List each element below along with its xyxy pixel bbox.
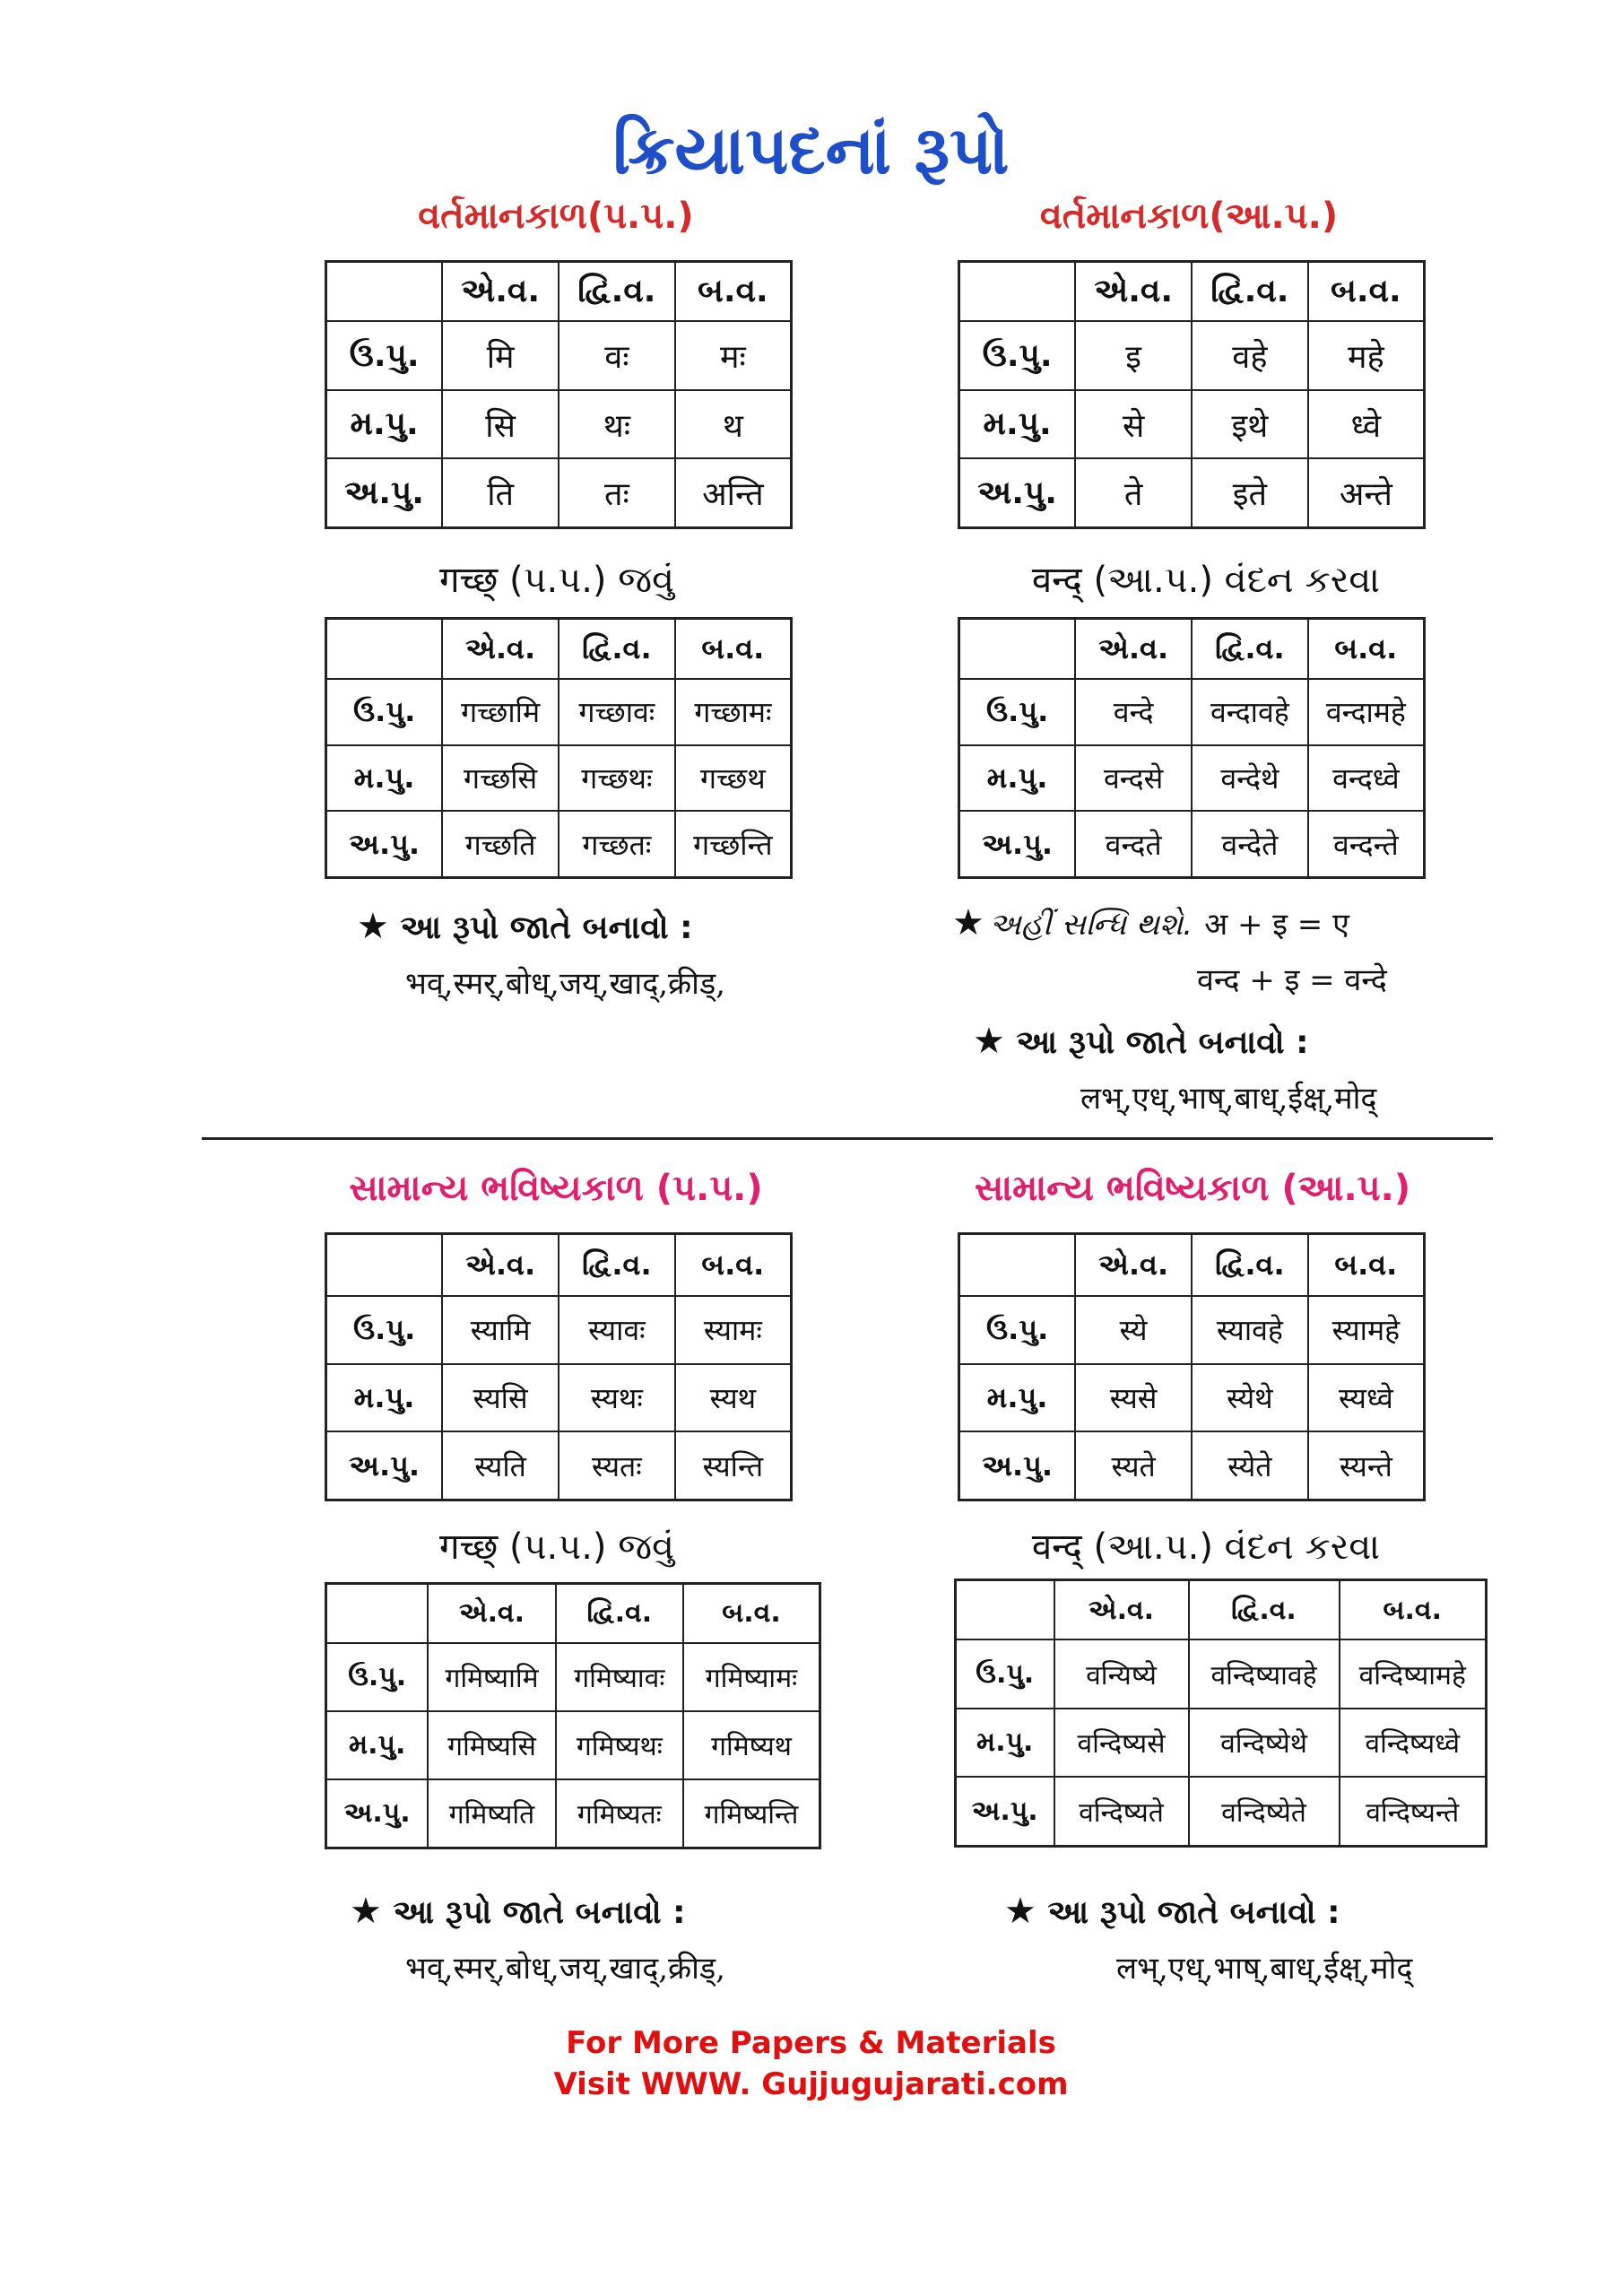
- table-cell: स्यसि: [442, 1364, 559, 1432]
- star-icon: ★: [350, 1891, 382, 1932]
- table-corner: [959, 619, 1076, 680]
- column-header: એ.વ.: [442, 1234, 559, 1297]
- note-text: આ રૂપો જાતે બનાવો :: [1016, 1024, 1309, 1061]
- table-cell: स्यन्ति: [675, 1431, 792, 1500]
- star-icon: ★: [952, 902, 984, 944]
- future-ap-example-title: वन्द् (આ.પ.) વંદન કરવા: [1031, 1526, 1381, 1568]
- table-cell: स्यामः: [675, 1296, 792, 1364]
- table-cell: स्यामि: [442, 1296, 559, 1364]
- row-header: અ.પુ.: [326, 1431, 443, 1500]
- column-header: દ્વિ.વ.: [559, 1234, 675, 1297]
- column-header: એ.વ.: [442, 619, 559, 680]
- column-header: બ.વ.: [1308, 619, 1425, 680]
- row-header: ઉ.પુ.: [956, 1639, 1054, 1708]
- table-cell: गच्छथ: [675, 745, 792, 811]
- row-header: ઉ.પુ.: [326, 679, 443, 744]
- row-header: અ.પુ.: [959, 458, 1076, 527]
- table-corner: [326, 1234, 443, 1297]
- table-corner: [326, 619, 443, 680]
- row-header: ઉ.પુ.: [959, 679, 1076, 744]
- star-icon: ★: [1004, 1891, 1037, 1932]
- note-text: આ રૂપો જાતે બનાવો :: [1047, 1894, 1340, 1931]
- table-cell: स्यतः: [559, 1431, 675, 1500]
- table-row: [959, 811, 1425, 877]
- table-cell: वन्दन्ते: [1308, 811, 1425, 877]
- row-header: મ.પુ.: [959, 390, 1076, 459]
- table-cell: स्येथे: [1192, 1364, 1308, 1432]
- row-header: ઉ.પુ.: [326, 1643, 429, 1711]
- table-row: [959, 390, 1425, 459]
- present-ap-roots: लभ्,एध्,भाष्,बाध्,ईक्ष्,मोद्: [1080, 1081, 1377, 1117]
- table-cell: अन्ति: [675, 458, 792, 527]
- note-text: આ રૂપો જાતે બનાવો :: [393, 1894, 686, 1931]
- table-cell: वन्दसे: [1075, 745, 1192, 811]
- sandhi-example: वन्द + इ = वन्दे: [1197, 962, 1387, 998]
- table-row: [956, 1639, 1487, 1708]
- future-ap-title: સામાન્ય ભવિષ્યકાળ (આ.પ.): [974, 1168, 1411, 1209]
- table-cell: स्यथः: [559, 1364, 675, 1432]
- column-header: દ્વિ.વ.: [556, 1584, 683, 1643]
- sandhi-label: અહીં સન્ધિ થશે.: [988, 907, 1193, 943]
- section-divider: [202, 1137, 1493, 1140]
- table-cell: गमिष्यथः: [556, 1711, 683, 1779]
- row-header: અ.પુ.: [959, 811, 1076, 877]
- column-header: દ્વિ.વ.: [1192, 1234, 1308, 1297]
- table-row: [326, 1643, 820, 1711]
- table-cell: वन्दिष्यन्ते: [1340, 1777, 1487, 1846]
- table-row: [959, 458, 1425, 527]
- column-header: બ.વ.: [1308, 1234, 1425, 1297]
- table-row: [326, 1711, 820, 1779]
- table-row: [326, 1431, 792, 1500]
- row-header: મ.પુ.: [959, 1364, 1076, 1432]
- table-cell: स्यसे: [1075, 1364, 1192, 1432]
- present-ap-note: [973, 1021, 1309, 1062]
- table-cell: वन्दिष्यध्वे: [1340, 1709, 1487, 1777]
- future-ap-example-table: [954, 1578, 1488, 1848]
- table-cell: महे: [1308, 321, 1425, 390]
- present-pp-example-title: गच्छ् (પ.પ.) જવું: [438, 560, 675, 601]
- future-ap-note: [1004, 1891, 1340, 1932]
- table-cell: गमिष्यामः: [683, 1643, 820, 1711]
- table-cell: गमिष्यावः: [556, 1643, 683, 1711]
- row-header: ઉ.પુ.: [326, 321, 443, 390]
- table-cell: स्यामहे: [1308, 1296, 1425, 1364]
- table-cell: गच्छामः: [675, 679, 792, 744]
- table-corner: [326, 1584, 429, 1643]
- row-header: મ.પુ.: [956, 1709, 1054, 1777]
- table-row: [959, 1296, 1425, 1364]
- table-cell: स्यथ: [675, 1364, 792, 1432]
- table-cell: वन्दे: [1075, 679, 1192, 744]
- table-cell: स्यावहे: [1192, 1296, 1308, 1364]
- table-cell: वन्दिष्यसे: [1054, 1709, 1189, 1777]
- present-pp-example-table: [325, 617, 793, 879]
- row-header: ઉ.પુ.: [959, 321, 1076, 390]
- present-pp-title: વર્તમાનકાળ(પ.પ.): [418, 196, 694, 237]
- table-cell: तः: [559, 458, 675, 527]
- column-header: દ્વિ.વ.: [1192, 262, 1308, 322]
- table-corner: [326, 262, 443, 322]
- page-title: ક્રિયાપદનાં રૂપો: [612, 112, 1010, 189]
- column-header: એ.વ.: [1075, 619, 1192, 680]
- table-row: [326, 811, 792, 877]
- table-row: [959, 321, 1425, 390]
- row-header: અ.પુ.: [956, 1777, 1054, 1846]
- table-cell: वन्दिष्येते: [1189, 1777, 1340, 1846]
- table-cell: थः: [559, 390, 675, 459]
- future-pp-example-table: [325, 1582, 821, 1849]
- row-header: મ.પુ.: [959, 745, 1076, 811]
- table-cell: गच्छामि: [442, 679, 559, 744]
- table-cell: स्यावः: [559, 1296, 675, 1364]
- future-ap-suffix-table: [958, 1232, 1426, 1501]
- star-icon: ★: [973, 1021, 1005, 1062]
- table-cell: वन्दिष्यामहे: [1340, 1639, 1487, 1708]
- footer-line-1: For More Papers & Materials: [566, 2025, 1056, 2061]
- table-cell: मि: [442, 321, 559, 390]
- table-row: [326, 321, 792, 390]
- note-text: આ રૂપો જાતે બનાવો :: [400, 909, 693, 946]
- table-cell: गमिष्यन्ति: [683, 1779, 820, 1848]
- present-pp-note: [357, 906, 693, 947]
- table-cell: स्यध्वे: [1308, 1364, 1425, 1432]
- table-cell: गमिष्यति: [428, 1779, 555, 1848]
- table-row: [956, 1709, 1487, 1777]
- row-header: અ.પુ.: [326, 1779, 429, 1848]
- table-cell: स्यति: [442, 1431, 559, 1500]
- column-header: એ.વ.: [428, 1584, 555, 1643]
- table-cell: इ: [1075, 321, 1192, 390]
- row-header: મ.પુ.: [326, 745, 443, 811]
- table-row: [959, 1364, 1425, 1432]
- future-pp-roots: भव्,स्मर्,बोध्,जय्,खाद्,क्रीड्,: [405, 1951, 725, 1987]
- row-header: અ.પુ.: [326, 458, 443, 527]
- table-corner: [959, 262, 1076, 322]
- column-header: બ.વ.: [675, 1234, 792, 1297]
- future-pp-title: સામાન્ય ભવિષ્યકાળ (પ.પ.): [349, 1168, 763, 1209]
- star-icon: ★: [357, 906, 389, 947]
- column-header: બ.વ.: [1308, 262, 1425, 322]
- future-ap-roots: लभ्,एध्,भाष्,बाध्,ईक्ष्,मोद्: [1116, 1951, 1413, 1987]
- table-row: [959, 679, 1425, 744]
- column-header: એ.વ.: [1075, 1234, 1192, 1297]
- table-cell: गच्छति: [442, 811, 559, 877]
- table-cell: गच्छथः: [559, 745, 675, 811]
- column-header: એ.વ.: [1054, 1580, 1189, 1640]
- table-cell: सि: [442, 390, 559, 459]
- table-corner: [959, 1234, 1076, 1297]
- table-cell: गच्छतः: [559, 811, 675, 877]
- table-cell: गमिष्यसि: [428, 1711, 555, 1779]
- table-cell: वन्देथे: [1192, 745, 1308, 811]
- table-cell: वन्दिष्यते: [1054, 1777, 1189, 1846]
- row-header: ઉ.પુ.: [326, 1296, 443, 1364]
- column-header: બ.વ.: [683, 1584, 820, 1643]
- table-cell: थ: [675, 390, 792, 459]
- table-cell: वहे: [1192, 321, 1308, 390]
- table-row: [326, 458, 792, 527]
- future-pp-note: [350, 1891, 686, 1932]
- table-cell: वन्दामहे: [1308, 679, 1425, 744]
- row-header: અ.પુ.: [326, 811, 443, 877]
- table-cell: इथे: [1192, 390, 1308, 459]
- table-cell: गच्छन्ति: [675, 811, 792, 877]
- column-header: દ્વિ.વ.: [1192, 619, 1308, 680]
- table-cell: वन्यिष्ये: [1054, 1639, 1189, 1708]
- row-header: અ.પુ.: [959, 1431, 1076, 1500]
- table-row: [326, 745, 792, 811]
- column-header: બ.વ.: [675, 619, 792, 680]
- table-cell: गमिष्यतः: [556, 1779, 683, 1848]
- future-pp-suffix-table: [325, 1232, 793, 1501]
- table-cell: मः: [675, 321, 792, 390]
- present-ap-title: વર્તમાનકાળ(આ.પ.): [1039, 196, 1339, 237]
- row-header: મ.પુ.: [326, 1711, 429, 1779]
- table-row: [959, 1431, 1425, 1500]
- footer-line-2: Visit WWW. Gujjugujarati.com: [553, 2066, 1069, 2102]
- table-corner: [956, 1580, 1054, 1640]
- table-cell: वन्दते: [1075, 811, 1192, 877]
- column-header: દ્વિ.વ.: [1189, 1580, 1340, 1640]
- table-cell: वन्दावहे: [1192, 679, 1308, 744]
- present-ap-example-title: वन्द् (આ.પ.) વંદન કરવા: [1031, 560, 1381, 601]
- row-header: મ.પુ.: [326, 390, 443, 459]
- table-row: [326, 1296, 792, 1364]
- table-row: [326, 390, 792, 459]
- column-header: દ્વિ.વ.: [559, 619, 675, 680]
- sandhi-rule: अ + इ = ए: [1204, 907, 1349, 943]
- table-cell: स्यते: [1075, 1431, 1192, 1500]
- table-cell: गच्छावः: [559, 679, 675, 744]
- table-row: [959, 745, 1425, 811]
- table-cell: वः: [559, 321, 675, 390]
- column-header: એ.વ.: [1075, 262, 1192, 322]
- table-cell: अन्ते: [1308, 458, 1425, 527]
- column-header: બ.વ.: [675, 262, 792, 322]
- present-pp-suffix-table: [325, 260, 793, 529]
- table-cell: वन्दिष्येथे: [1189, 1709, 1340, 1777]
- table-cell: गमिष्यथ: [683, 1711, 820, 1779]
- column-header: એ.વ.: [442, 262, 559, 322]
- present-ap-sandhi: [952, 902, 1349, 944]
- table-row: [326, 1779, 820, 1848]
- table-cell: स्येते: [1192, 1431, 1308, 1500]
- column-header: બ.વ.: [1340, 1580, 1487, 1640]
- table-cell: गमिष्यामि: [428, 1643, 555, 1711]
- table-row: [326, 1364, 792, 1432]
- table-cell: ते: [1075, 458, 1192, 527]
- table-cell: वन्दिष्यावहे: [1189, 1639, 1340, 1708]
- row-header: ઉ.પુ.: [959, 1296, 1076, 1364]
- table-cell: वन्दध्वे: [1308, 745, 1425, 811]
- present-pp-roots: भव्,स्मर्,बोध्,जय्,खाद्,क्रीड्,: [405, 966, 725, 1002]
- table-cell: ध्वे: [1308, 390, 1425, 459]
- future-pp-example-title: गच्छ् (પ.પ.) જવું: [438, 1526, 675, 1568]
- row-header: મ.પુ.: [326, 1364, 443, 1432]
- table-cell: गच्छसि: [442, 745, 559, 811]
- table-cell: ति: [442, 458, 559, 527]
- column-header: દ્વિ.વ.: [559, 262, 675, 322]
- table-cell: से: [1075, 390, 1192, 459]
- table-row: [956, 1777, 1487, 1846]
- present-ap-example-table: [958, 617, 1426, 879]
- table-cell: इते: [1192, 458, 1308, 527]
- table-row: [326, 679, 792, 744]
- table-cell: स्यन्ते: [1308, 1431, 1425, 1500]
- table-cell: वन्देते: [1192, 811, 1308, 877]
- present-ap-suffix-table: [958, 260, 1426, 529]
- table-cell: स्ये: [1075, 1296, 1192, 1364]
